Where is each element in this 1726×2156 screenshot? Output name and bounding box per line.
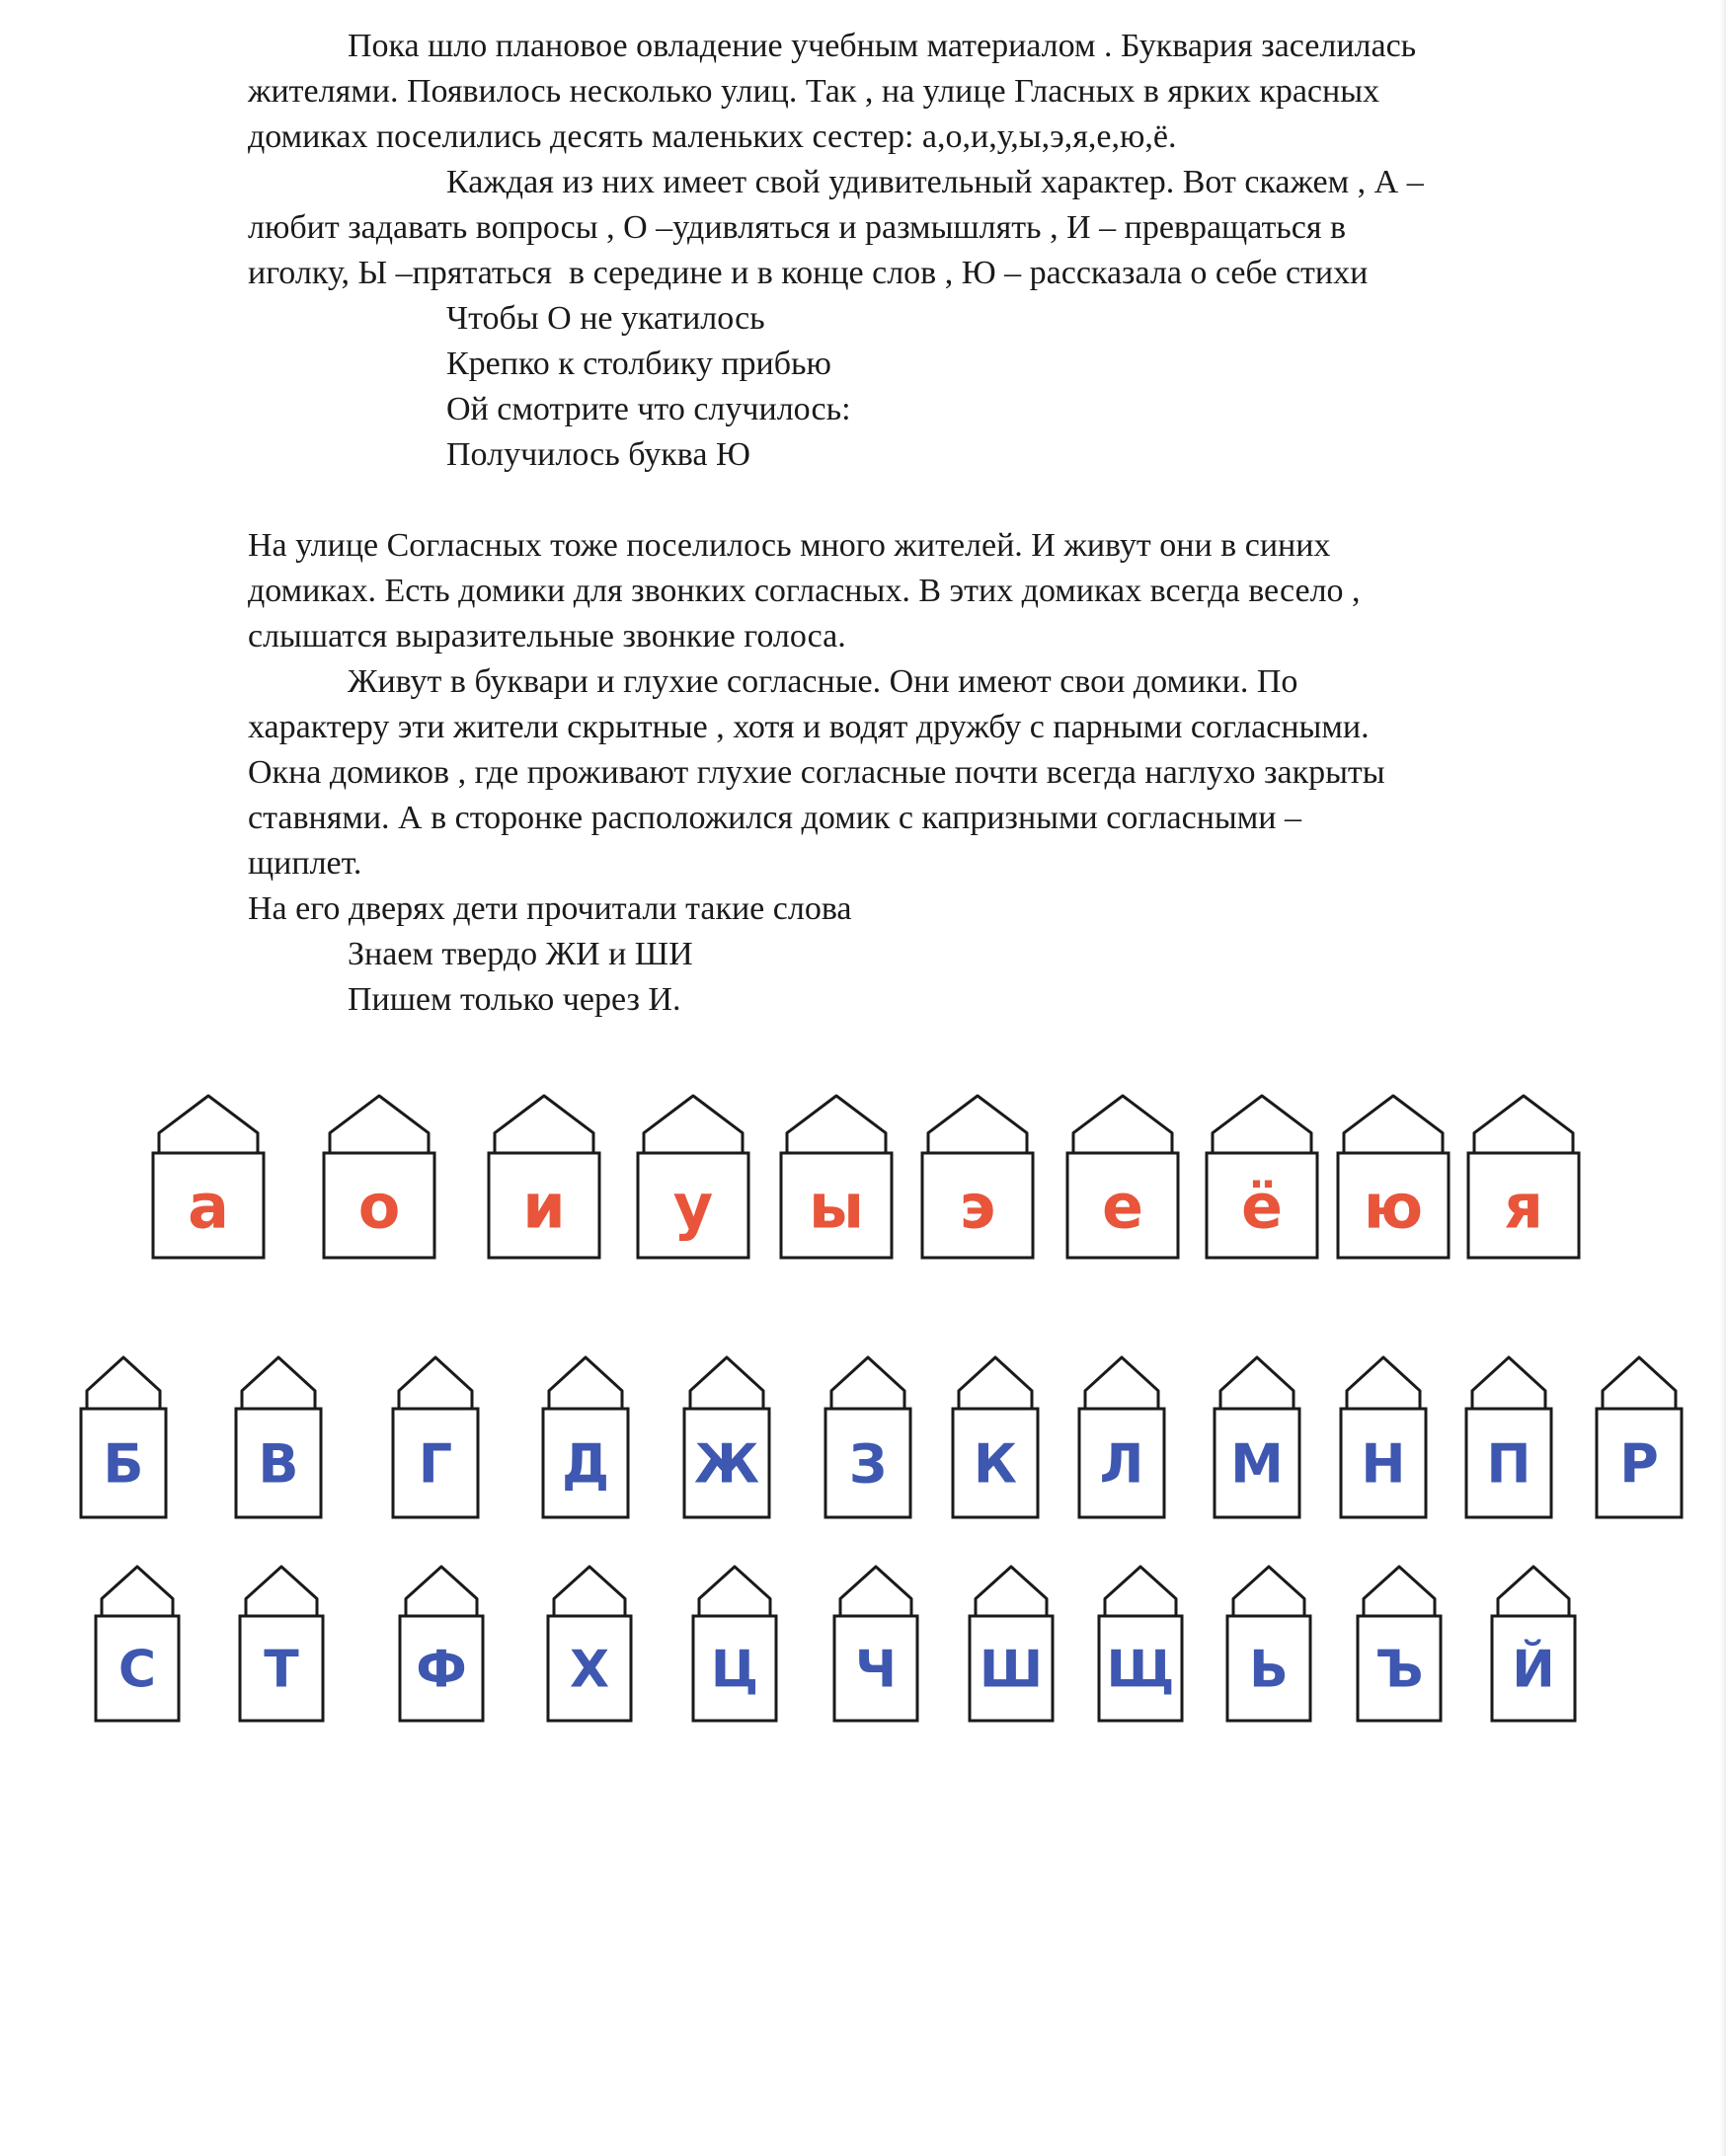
text-line: иголку, Ы –прятаться в середине и в конце слов , Ю – рассказала о себе стихи [248, 255, 1369, 291]
house-roof [1085, 1357, 1158, 1409]
consonant-house [1341, 1357, 1426, 1517]
consonant-house [1099, 1567, 1182, 1721]
text-line: ставнями. А в сторонке расположился домик с капризными согласными – [248, 800, 1301, 836]
house-letter: у [672, 1170, 714, 1243]
text-line: Каждая из них имеет свой удивительный характер. Вот скажем , А – [446, 164, 1424, 200]
house-roof [1347, 1357, 1420, 1409]
house-letter: Ъ [1374, 1640, 1424, 1700]
consonant-house [684, 1357, 769, 1517]
consonant-house [393, 1357, 478, 1517]
house-letter: Б [103, 1432, 144, 1496]
vowel-house [1338, 1096, 1449, 1258]
vowel-house [922, 1096, 1033, 1258]
house-letter: а [188, 1170, 229, 1243]
house-roof [242, 1357, 315, 1409]
house-roof [1474, 1096, 1573, 1153]
consonant-house [1597, 1357, 1682, 1517]
vowel-house [638, 1096, 748, 1258]
house-letter: Й [1512, 1640, 1555, 1700]
house-roof [406, 1567, 477, 1616]
house-letter: я [1504, 1170, 1543, 1243]
house-roof [1344, 1096, 1443, 1153]
house-letter: Ф [416, 1640, 467, 1700]
house-roof [1105, 1567, 1176, 1616]
vowel-house [489, 1096, 599, 1258]
house-letter: о [357, 1170, 401, 1243]
house-letter: Ь [1249, 1640, 1289, 1700]
house-roof [87, 1357, 160, 1409]
consonant-house [953, 1357, 1038, 1517]
house-letter: Ш [979, 1640, 1044, 1700]
text-line: слышатся выразительные звонкие голоса. [248, 618, 846, 654]
house-roof [159, 1096, 258, 1153]
consonant-house [1079, 1357, 1164, 1517]
house-roof [959, 1357, 1032, 1409]
consonant-house [240, 1567, 323, 1721]
house-roof [1498, 1567, 1569, 1616]
house-roof [330, 1096, 429, 1153]
poem-line: Пишем только через И. [348, 981, 681, 1018]
house-letter: М [1230, 1432, 1284, 1496]
consonant-house [96, 1567, 179, 1721]
consonant-street-1 [81, 1357, 1682, 1517]
consonant-house [834, 1567, 917, 1721]
house-roof [1220, 1357, 1294, 1409]
vowel-house [1468, 1096, 1579, 1258]
poem-line: Чтобы О не укатилось [446, 300, 765, 337]
text-line: домиках. Есть домики для звонких согласных. В этих домиках всегда весело , [248, 573, 1361, 609]
house-letter: и [522, 1170, 566, 1243]
house-letter: ю [1363, 1170, 1424, 1243]
house-roof [1213, 1096, 1311, 1153]
house-roof [1603, 1357, 1676, 1409]
vowel-house [324, 1096, 434, 1258]
house-roof [840, 1567, 911, 1616]
vowel-house [781, 1096, 892, 1258]
house-letter: Г [418, 1432, 453, 1496]
house-letter: К [973, 1432, 1018, 1496]
house-letter: э [959, 1170, 996, 1243]
house-roof [928, 1096, 1027, 1153]
house-roof [699, 1567, 770, 1616]
house-letter: В [258, 1432, 299, 1496]
vowel-house [1067, 1096, 1178, 1258]
house-roof [1233, 1567, 1304, 1616]
consonant-house [1492, 1567, 1575, 1721]
house-roof [1073, 1096, 1172, 1153]
house-letter: Щ [1106, 1640, 1175, 1700]
consonant-house [1227, 1567, 1310, 1721]
house-letter: Р [1619, 1432, 1659, 1496]
house-letter: Д [561, 1432, 610, 1496]
poem-line: Знаем твердо ЖИ и ШИ [348, 936, 693, 972]
house-roof [690, 1357, 763, 1409]
poem-line: Ой смотрите что случилось: [446, 391, 851, 427]
house-letter: Ц [710, 1640, 759, 1700]
consonant-house [548, 1567, 631, 1721]
text-line: Живут в буквари и глухие согласные. Они имеют свои домики. По [348, 663, 1298, 700]
house-letter: С [118, 1640, 157, 1700]
consonant-house [1215, 1357, 1299, 1517]
house-roof [644, 1096, 743, 1153]
house-letter: Х [569, 1640, 610, 1700]
text-line: любит задавать вопросы , О –удивляться и размышлять , И – превращаться в [248, 209, 1347, 246]
scan-edge [1720, 0, 1726, 2156]
poem-line: Получилось буква Ю [446, 436, 750, 473]
house-letter: е [1101, 1170, 1144, 1243]
consonant-house [543, 1357, 628, 1517]
house-roof [246, 1567, 317, 1616]
house-letter: ы [808, 1170, 865, 1243]
house-roof [554, 1567, 625, 1616]
house-letter: ё [1240, 1170, 1284, 1243]
house-roof [787, 1096, 886, 1153]
house-roof [1472, 1357, 1545, 1409]
text-line: характеру эти жители скрытные , хотя и водят дружбу с парными согласными. [248, 709, 1370, 745]
consonant-street-2 [96, 1567, 1575, 1721]
consonant-house [81, 1357, 166, 1517]
house-letter: З [848, 1432, 888, 1496]
house-roof [102, 1567, 173, 1616]
house-roof [399, 1357, 472, 1409]
house-roof [549, 1357, 622, 1409]
text-line: На его дверях дети прочитали такие слова [248, 890, 852, 927]
vowel-street [153, 1096, 1579, 1258]
house-letter: П [1486, 1432, 1531, 1496]
consonant-house [970, 1567, 1053, 1721]
text-line: Пока шло плановое овладение учебным материалом . Буквария заселилась [348, 28, 1417, 64]
house-letter: Л [1099, 1432, 1144, 1496]
consonant-house [825, 1357, 910, 1517]
text-line: Окна домиков , где проживают глухие согласные почти всегда наглухо закрыты [248, 754, 1385, 791]
house-letter: Ж [693, 1432, 760, 1496]
consonant-house [1358, 1567, 1441, 1721]
poem-line: Крепко к столбику прибью [446, 346, 831, 382]
house-roof [831, 1357, 904, 1409]
consonant-house [236, 1357, 321, 1517]
text-line: щиплет. [248, 845, 362, 882]
text-line: домиках поселились десять маленьких сестер: а,о,и,у,ы,э,я,е,ю,ё. [248, 118, 1177, 155]
house-letter: Н [1361, 1432, 1406, 1496]
house-roof [495, 1096, 593, 1153]
text-line: жителями. Появилось несколько улиц. Так , на улице Гласных в ярких красных [248, 73, 1380, 110]
consonant-house [693, 1567, 776, 1721]
house-roof [976, 1567, 1047, 1616]
house-roof [1364, 1567, 1435, 1616]
consonant-house [400, 1567, 483, 1721]
vowel-house [153, 1096, 264, 1258]
house-letter: Ч [854, 1640, 898, 1700]
house-letter: Т [264, 1640, 299, 1700]
vowel-house [1207, 1096, 1317, 1258]
text-line: На улице Согласных тоже поселилось много жителей. И живут они в синих [248, 527, 1331, 564]
consonant-house [1466, 1357, 1551, 1517]
